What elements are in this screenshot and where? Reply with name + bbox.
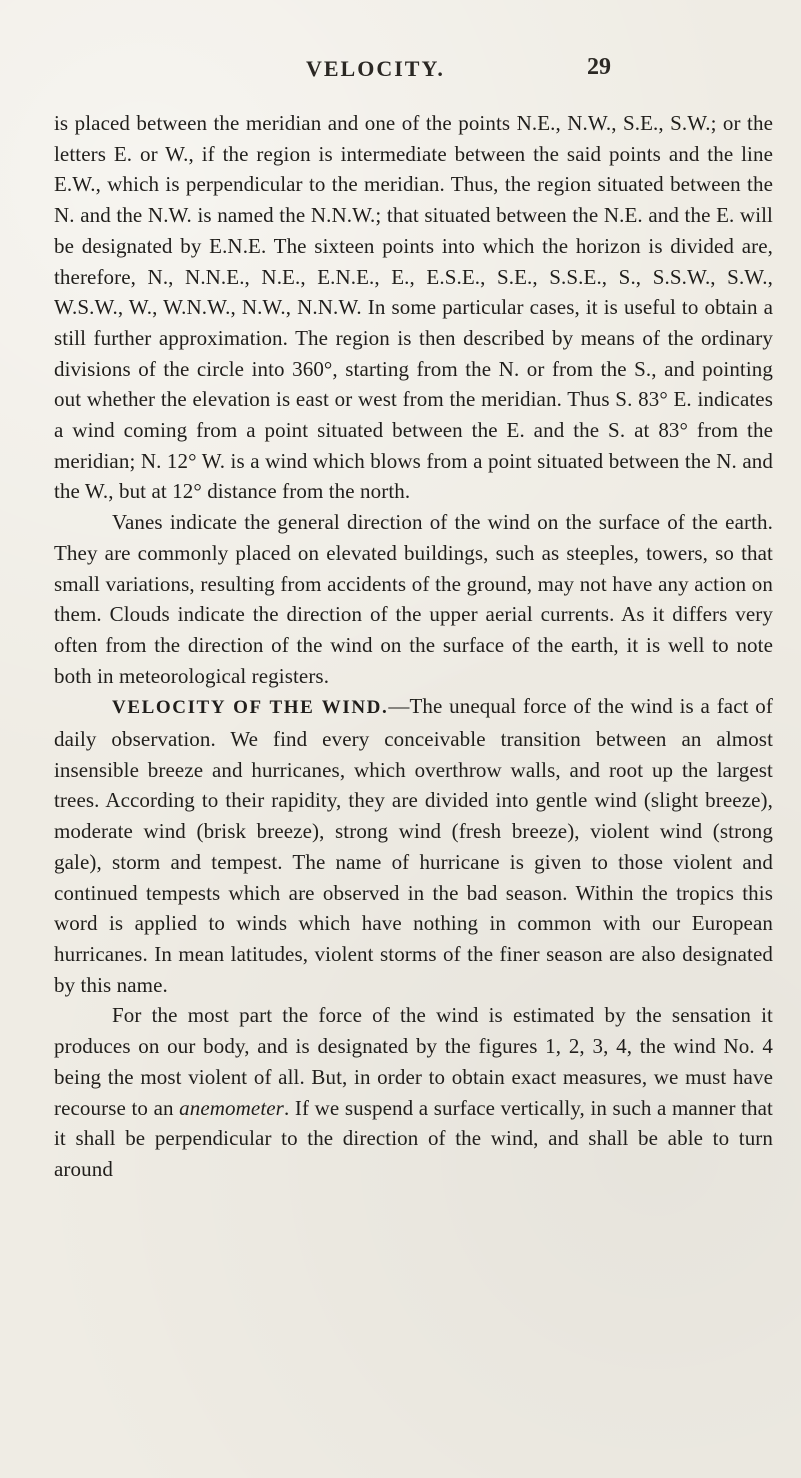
paragraph-anemometer-text-start: For the most part the force of the wind is estimated by the sensation it produces on our body, and is designated by the figures 1, 2, 3, 4, the wind No. 4 being the most violent of all. But, in order to obtain exact measures, we must have recourse to an (54, 1003, 773, 1120)
running-title: VELOCITY. (306, 56, 445, 81)
paragraph-vanes: Vanes indicate the general direction of the wind on the surface of the earth. They are commonly placed on elevated buildings, such as steeples, towers, so that small variations, resulting from accidents of the ground, may not have any action on them. Clouds indicate the direction of the upper aerial currents. As it differs very often from the direction of the wind on the surface of the earth, it is well to note both in meteorological registers. (54, 510, 773, 688)
paragraph-velocity-text: —The unequal force of the wind is a fact of daily observation. We find every conceivable transition between an almost insensible breeze and hurricanes, which overthrow walls, and root up the largest trees. According to their rapidity, they are divided into gentle wind (slight breeze), moderate wind (brisk breeze), strong wind (fresh breeze), violent wind (strong gale), storm and tempest. The name of hurricane is given to those violent and continued tempests which are observed in the bad season. Within the tropics this word is applied to winds which have nothing in common with our European hurricanes. In mean latitudes, violent storms of the finer season are also designated by this name. (54, 694, 773, 997)
page-number: 29 (587, 54, 611, 80)
body-text (54, 108, 773, 1185)
running-header (54, 52, 773, 96)
paragraph-anemometer-text-end: . If we suspend a surface vertically, in such a manner that it shall be perpendicular to the direction of the wind, and shall be able to turn around (54, 1095, 773, 1181)
paragraph-wind-directions: is placed between the meridian and one of the points N.E., N.W., S.E., S.W.; or the letters E. or W., if the region is intermediate between the said points and the line E.W., which is perpendicular to the meridian. Thus, the region situated between the N. and the N.W. is named the N.N.W.; that situated between the N.E. and the E. will be designated by E.N.E. The sixteen points into which the horizon is divided are, therefore, N., N.N.E., N.E., E.N.E., E., E.S.E., S.E., S.S.E., S., S.S.W., S.W., W.S.W., W., W.N.W., N.W., N.N.W. In some particular cases, it is useful to obtain a still further approximation. The region is then described by means of the ordinary divisions of the circle into 360°, starting from the N. or from the S., and pointing out whether the elevation is east or west from the meridian. Thus S. 83° E. indicates a wind coming from a point situated between the E. and the S. at 83° from the meridian; N. 12° W. is a wind which blows from a point situated between the N. and the W., but at 12° distance from the north. (54, 111, 773, 504)
section-heading: VELOCITY OF THE WIND. (112, 697, 389, 719)
paragraph-anemometer (54, 1000, 773, 1184)
anemometer-term: anemometer (179, 1095, 284, 1120)
paragraph-velocity (54, 691, 773, 1000)
